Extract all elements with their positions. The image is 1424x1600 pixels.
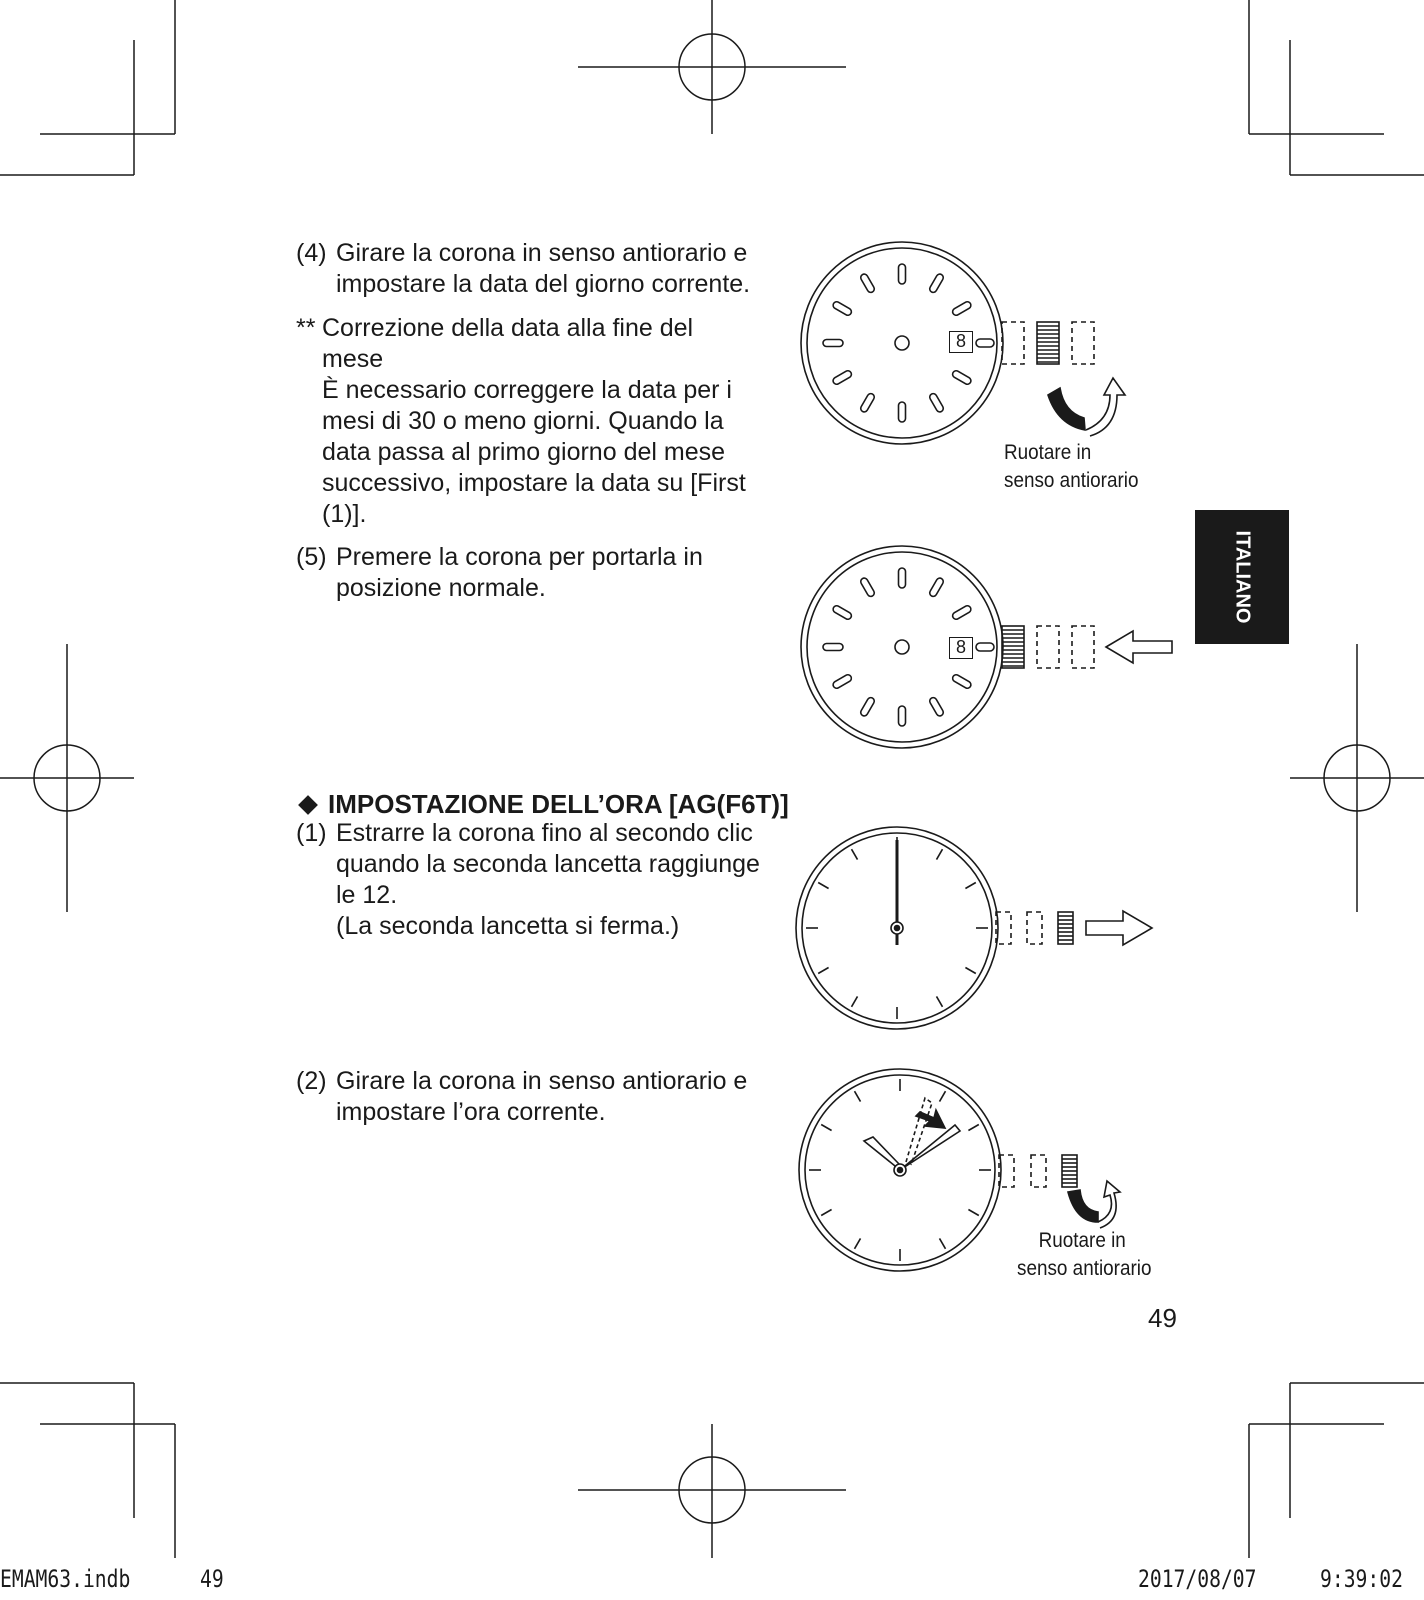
crown-position-2 — [1072, 322, 1094, 364]
step-line: Girare la corona in senso antiorario e — [336, 1067, 748, 1095]
hour-marker — [940, 1238, 946, 1248]
language-tab-label: ITALIANO — [1231, 530, 1254, 624]
step-number: (4) — [296, 239, 327, 267]
note-marker: ** — [296, 314, 316, 342]
hour-marker — [899, 706, 906, 726]
hour-marker — [899, 402, 906, 422]
date-window — [949, 331, 973, 353]
step-line: Girare la corona in senso antiorario e — [336, 239, 748, 267]
hour-marker — [859, 392, 875, 413]
crown-position-0 — [1002, 322, 1024, 364]
hour-marker — [818, 968, 828, 974]
center-dot — [895, 926, 900, 931]
rotate-caption — [1004, 439, 1138, 495]
minute-hand — [900, 1125, 960, 1170]
hour-marker — [937, 849, 943, 859]
step-line: posizione normale. — [336, 574, 546, 602]
push-arrow-icon — [1106, 631, 1172, 663]
watch-dial-crown-pushed — [801, 546, 1094, 748]
note-line: data passa al primo giorno del mese — [322, 438, 726, 466]
hour-marker — [928, 273, 944, 294]
hour-marker — [951, 604, 972, 620]
watch-dial-date-set — [801, 242, 1094, 444]
hour-marker — [965, 968, 975, 974]
crown-position-1 — [1027, 912, 1042, 944]
hour-marker — [832, 369, 853, 385]
crown-position-2 — [1072, 626, 1094, 668]
step-line: Estrarre la corona fino al secondo clic — [336, 819, 753, 847]
hour-marker — [855, 1238, 861, 1248]
step-line: impostare la data del giorno corrente. — [336, 270, 751, 298]
hour-marker — [899, 568, 906, 588]
hour-marker — [968, 1210, 978, 1216]
date-window — [949, 637, 973, 659]
hour-marker — [951, 673, 972, 689]
rotation-arrow-icon — [1086, 378, 1125, 436]
rotate-caption — [1017, 1227, 1151, 1283]
hour-marker — [951, 369, 972, 385]
rotation-arrow-dark-icon — [1048, 388, 1085, 430]
watch-dial-crown-pulled — [796, 827, 1073, 1029]
hour-marker — [832, 673, 853, 689]
page-number: 49 — [1148, 1303, 1177, 1333]
hour-marker — [968, 1125, 978, 1131]
section-title: IMPOSTAZIONE DELL’ORA [AG(F6T)] — [328, 789, 789, 819]
crown-stem — [976, 339, 994, 347]
hour-marker — [852, 849, 858, 859]
hour-marker — [859, 696, 875, 717]
hour-marker — [951, 300, 972, 316]
rotation-arrow-icon — [1098, 1181, 1120, 1228]
hour-hand — [864, 1137, 900, 1170]
footer-date: 2017/08/07 — [1138, 1565, 1257, 1593]
hour-marker — [859, 577, 875, 598]
hour-marker — [823, 644, 843, 651]
hour-marker — [937, 996, 943, 1006]
hour-marker — [832, 604, 853, 620]
pull-arrow-icon — [1086, 911, 1152, 945]
hour-marker — [832, 300, 853, 316]
hour-marker — [852, 996, 858, 1006]
hour-marker — [928, 392, 944, 413]
note-line: È necessario correggere la data per i — [322, 376, 732, 404]
step-number: (2) — [296, 1067, 327, 1095]
step-line: (La seconda lancetta si ferma.) — [336, 912, 680, 940]
note-line: Correzione della data alla fine del — [322, 314, 694, 342]
date-digit: 8 — [955, 331, 966, 351]
hour-marker — [821, 1210, 831, 1216]
center-pinion — [895, 336, 909, 350]
crown-stem — [976, 643, 994, 651]
hour-marker — [823, 340, 843, 347]
step-line: le 12. — [336, 881, 398, 909]
hour-marker — [859, 273, 875, 294]
crown-position-1 — [1037, 626, 1059, 668]
step-number: (5) — [296, 543, 327, 571]
hour-marker — [940, 1091, 946, 1101]
note-line: successivo, impostare la data su [First — [322, 469, 746, 497]
step-line: Premere la corona per portarla in — [336, 543, 703, 571]
footer-page: 49 — [200, 1565, 224, 1593]
center-dot — [898, 1168, 903, 1173]
note-line: (1)]. — [322, 500, 367, 528]
note-line: mesi di 30 o meno giorni. Quando la — [322, 407, 724, 435]
footer-time: 9:39:02 — [1320, 1565, 1403, 1593]
step-line: impostare l’ora corrente. — [336, 1098, 606, 1126]
direction-arrow-icon — [916, 1110, 945, 1128]
caption-line: Ruotare in — [1038, 1229, 1126, 1252]
caption-line: senso antiorario — [1017, 1257, 1152, 1280]
language-tab — [1195, 510, 1289, 644]
hour-marker — [928, 696, 944, 717]
hour-marker — [821, 1125, 831, 1131]
hour-marker — [928, 577, 944, 598]
hour-marker — [965, 883, 975, 889]
step-number: (1) — [296, 819, 327, 847]
hour-marker — [818, 883, 828, 889]
hour-marker — [899, 264, 906, 284]
caption-line: senso antiorario — [1004, 469, 1139, 492]
footer-filename: EMAM63.indb — [0, 1565, 131, 1593]
hour-marker — [855, 1091, 861, 1101]
date-digit: 8 — [955, 637, 966, 657]
caption-line: Ruotare in — [1004, 441, 1092, 464]
crown-position-1 — [1031, 1155, 1046, 1187]
center-pinion — [895, 640, 909, 654]
rotation-arrow-dark-icon — [1068, 1190, 1098, 1222]
step-line: quando la seconda lancetta raggiunge — [336, 850, 760, 878]
note-line: mese — [322, 345, 384, 373]
